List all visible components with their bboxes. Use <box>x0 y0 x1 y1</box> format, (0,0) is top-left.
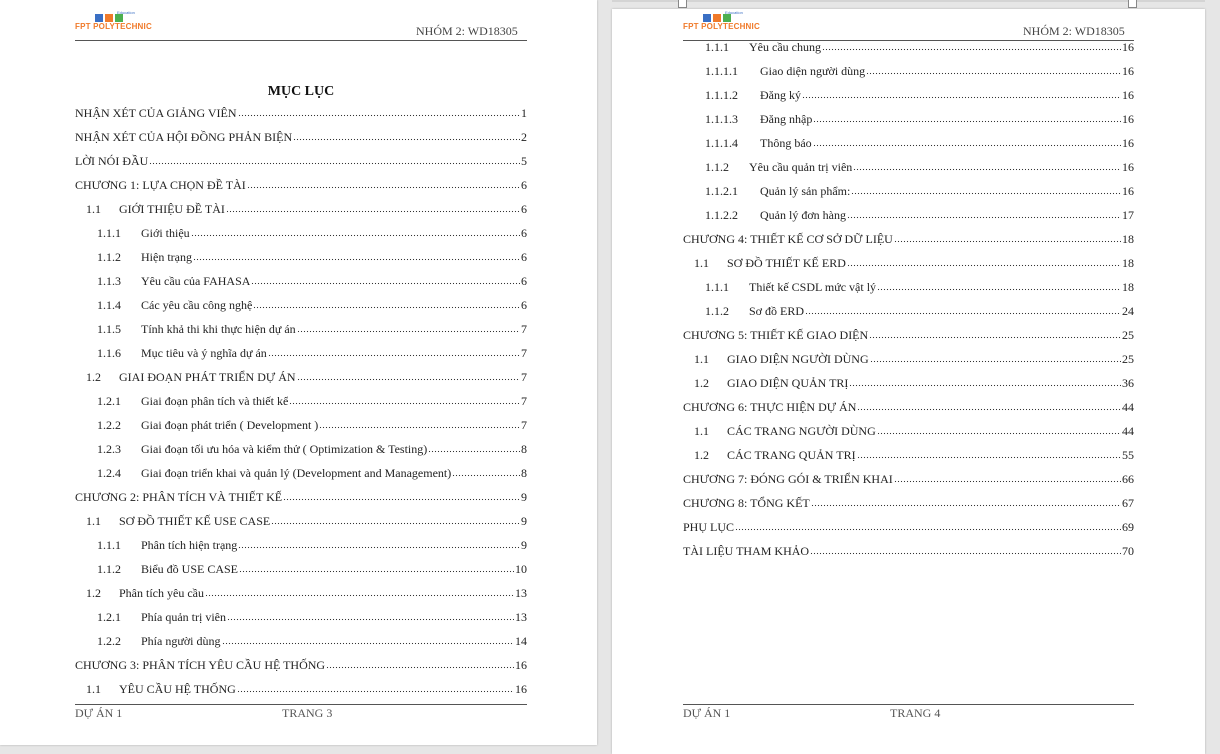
toc-entry[interactable] <box>683 400 1134 416</box>
toc-entry-page: 17 <box>1122 208 1134 222</box>
toc-entry-page: 16 <box>1122 160 1134 174</box>
toc-entry-page: 9 <box>521 514 527 528</box>
toc-entry-label: YÊU CẦU HỆ THỐNG <box>119 682 236 696</box>
toc-entry-label: Giới thiệu <box>141 226 190 240</box>
toc-entry-page: 6 <box>521 226 527 240</box>
toc-entry[interactable] <box>97 322 527 338</box>
toc-entry-label: GIAI ĐOẠN PHÁT TRIỂN DỰ ÁN <box>119 370 296 384</box>
toc-entry-number: 1.2 <box>86 586 101 600</box>
toc-entry-page: 16 <box>1122 88 1134 102</box>
toc-dot-leader <box>877 282 1121 291</box>
toc-entry[interactable] <box>705 136 1134 152</box>
footer-project: DỰ ÁN 1 <box>75 706 123 720</box>
toc-dot-leader <box>271 516 520 525</box>
toc-entry-number: 1.2.1 <box>97 610 121 624</box>
toc-entry-number: 1.2.4 <box>97 466 121 480</box>
toc-entry[interactable] <box>97 466 527 482</box>
toc-entry-number: 1.1 <box>86 514 101 528</box>
toc-entry-number: 1.1.2 <box>97 562 121 576</box>
toc-entry-label: Sơ đồ ERD <box>749 304 805 318</box>
toc-entry-number: 1.1 <box>694 352 709 366</box>
toc-entry-number: 1.1.1 <box>705 280 729 294</box>
toc-dot-leader <box>851 186 1121 195</box>
toc-entry[interactable] <box>683 496 1134 512</box>
toc-entry-label: Thông báo <box>760 136 812 150</box>
toc-dot-leader <box>222 636 514 645</box>
toc-entry-page: 6 <box>521 178 527 192</box>
toc-entry-page: 18 <box>1122 232 1134 246</box>
toc-entry-label: SƠ ĐỒ THIẾT KẾ USE CASE <box>119 514 271 528</box>
toc-dot-leader <box>247 180 520 189</box>
toc-entry-number: 1.1 <box>86 202 101 216</box>
toc-entry-label: Giai đoạn phân tích và thiết kế <box>141 394 289 408</box>
toc-entry[interactable] <box>97 298 527 314</box>
toc-entry-page: 7 <box>521 370 527 384</box>
toc-entry-number: 1.1 <box>694 256 709 270</box>
toc-entry[interactable] <box>705 280 1134 296</box>
toc-dot-leader <box>802 90 1121 99</box>
toc-entry[interactable] <box>683 520 1134 536</box>
toc-entry-label: Phía quản trị viên <box>141 610 226 624</box>
toc-entry-label: Mục tiêu và ý nghĩa dự án <box>141 346 267 360</box>
toc-entry-number: 1.1.1.1 <box>705 64 738 78</box>
toc-entry-page: 7 <box>521 394 527 408</box>
toc-entry-number: 1.1.3 <box>97 274 121 288</box>
toc-entry-label: Phân tích hiện trạng <box>141 538 238 552</box>
toc-entry-page: 70 <box>1122 544 1134 558</box>
toc-dot-leader <box>227 612 514 621</box>
toc-entry-page: 9 <box>521 538 527 552</box>
toc-dot-leader <box>813 114 1121 123</box>
toc-entry-number: 1.2.3 <box>97 442 121 456</box>
toc-entry[interactable] <box>75 106 527 122</box>
toc-entry[interactable] <box>97 562 527 578</box>
toc-entry[interactable] <box>75 490 527 506</box>
toc-entry-page: 16 <box>1122 184 1134 198</box>
toc-entry-label: Các yêu cầu công nghệ <box>141 298 253 312</box>
toc-entry[interactable] <box>705 112 1134 128</box>
toc-dot-leader <box>226 204 520 213</box>
toc-dot-leader <box>813 138 1121 147</box>
toc-entry[interactable] <box>694 376 1134 392</box>
toc-entry-page: 25 <box>1122 352 1134 366</box>
toc-entry-number: 1.1.4 <box>97 298 121 312</box>
toc-entry-number: 1.1.2.1 <box>705 184 738 198</box>
toc-dot-leader <box>149 156 520 165</box>
toc-entry-page: 6 <box>521 202 527 216</box>
toc-dot-leader <box>253 300 520 309</box>
toc-entry[interactable] <box>705 160 1134 176</box>
toc-entry-page: 8 <box>521 466 527 480</box>
toc-entry[interactable] <box>75 658 527 674</box>
header-group: NHÓM 2: WD18305 <box>1023 24 1125 38</box>
toc-dot-leader <box>877 426 1121 435</box>
toc-entry-page: 9 <box>521 490 527 504</box>
toc-entry[interactable] <box>97 226 527 242</box>
toc-entry-label: LỜI NÓI ĐẦU <box>75 154 149 168</box>
toc-entry-label: Yêu cầu quản trị viên <box>749 160 853 174</box>
toc-dot-leader <box>326 660 514 669</box>
toc-entry-number: 1.1.2 <box>705 304 729 318</box>
toc-dot-leader <box>297 324 520 333</box>
toc-dot-leader <box>268 348 520 357</box>
toc-dot-leader <box>849 378 1121 387</box>
toc-entry-page: 16 <box>515 658 527 672</box>
toc-entry[interactable] <box>75 154 527 170</box>
toc-entry[interactable] <box>705 40 1134 56</box>
toc-entry-label: Đăng nhập <box>760 112 813 126</box>
toc-entry-page: 16 <box>1122 136 1134 150</box>
toc-entry-page: 7 <box>521 418 527 432</box>
toc-dot-leader <box>428 444 520 453</box>
toc-entry[interactable] <box>97 250 527 266</box>
toc-entry[interactable] <box>705 304 1134 320</box>
footer-rule <box>75 704 527 705</box>
toc-entry[interactable] <box>97 418 527 434</box>
toc-entry-page: 55 <box>1122 448 1134 462</box>
toc-entry[interactable] <box>97 274 527 290</box>
toc-entry[interactable] <box>705 88 1134 104</box>
toc-dot-leader <box>847 258 1121 267</box>
toc-entry-page: 5 <box>521 154 527 168</box>
toc-entry-page: 7 <box>521 346 527 360</box>
toc-entry-page: 6 <box>521 250 527 264</box>
toc-entry-page: 13 <box>515 586 527 600</box>
toc-entry-page: 10 <box>515 562 527 576</box>
toc-entry[interactable] <box>86 586 527 602</box>
toc-entry-number: 1.2 <box>694 376 709 390</box>
toc-entry-number: 1.1.1 <box>97 538 121 552</box>
toc-entry-page: 24 <box>1122 304 1134 318</box>
toc-dot-leader <box>237 684 514 693</box>
toc-entry-label: CHƯƠNG 4: THIẾT KẾ CƠ SỞ DỮ LIỆU <box>683 232 893 246</box>
toc-entry-label: Giao diện người dùng <box>760 64 866 78</box>
toc-entry[interactable] <box>694 448 1134 464</box>
toc-dot-leader <box>811 498 1121 507</box>
toc-entry-page: 13 <box>515 610 527 624</box>
toc-entry-label: CÁC TRANG QUẢN TRỊ <box>727 448 856 462</box>
resize-handle[interactable] <box>678 0 687 8</box>
toc-entry-page: 25 <box>1122 328 1134 342</box>
toc-entry[interactable] <box>97 346 527 362</box>
toc-entry[interactable] <box>694 352 1134 368</box>
toc-entry-number: 1.1 <box>86 682 101 696</box>
toc-entry-label: Thiết kế CSDL mức vật lý <box>749 280 877 294</box>
toc-entry-label: CHƯƠNG 5: THIẾT KẾ GIAO DIỆN <box>683 328 869 342</box>
footer-page-number: TRANG 4 <box>890 706 941 720</box>
toc-entry[interactable] <box>705 64 1134 80</box>
toc-entry-label: Giai đoạn triển khai và quản lý (Development and Management) <box>141 466 452 480</box>
toc-entry-label: TÀI LIỆU THAM KHẢO <box>683 544 810 558</box>
toc-entry[interactable] <box>683 232 1134 248</box>
toc-entry[interactable] <box>75 130 527 146</box>
toc-entry[interactable] <box>683 544 1134 560</box>
toc-entry-label: CHƯƠNG 1: LỰA CHỌN ĐỀ TÀI <box>75 178 246 192</box>
toc-dot-leader <box>805 306 1121 315</box>
toc-entry-label: Phân tích yêu cầu <box>119 586 204 600</box>
logo-subtitle: Education <box>725 10 743 15</box>
toc-entry-page: 18 <box>1122 280 1134 294</box>
toc-entry[interactable] <box>75 178 527 194</box>
toc-entry-label: Hiện trạng <box>141 250 192 264</box>
toc-entry-label: Tính khả thi khi thực hiện dự án <box>141 322 296 336</box>
toc-dot-leader <box>869 330 1121 339</box>
toc-entry-number: 1.2 <box>694 448 709 462</box>
footer-project: DỰ ÁN 1 <box>683 706 731 720</box>
toc-dot-leader <box>191 228 520 237</box>
toc-entry-number: 1.2.2 <box>97 418 121 432</box>
toc-entry-number: 1.1.2.2 <box>705 208 738 222</box>
toc-entry-number: 1.1.1.2 <box>705 88 738 102</box>
toc-entry-label: Phía người dùng <box>141 634 221 648</box>
footer-rule <box>683 704 1134 705</box>
toc-entry[interactable] <box>97 394 527 410</box>
toc-entry-page: 14 <box>515 634 527 648</box>
toc-entry-label: CHƯƠNG 3: PHÂN TÍCH YÊU CẦU HỆ THỐNG <box>75 658 326 672</box>
toc-entry[interactable] <box>86 682 527 698</box>
header-rule <box>75 40 527 41</box>
toc-entry[interactable] <box>683 328 1134 344</box>
toc-dot-leader <box>894 234 1121 243</box>
toc-entry-label: Đăng ký <box>760 88 801 102</box>
toc-entry-number: 1.2.2 <box>97 634 121 648</box>
toc-entry[interactable] <box>705 208 1134 224</box>
toc-entry[interactable] <box>694 256 1134 272</box>
toc-entry[interactable] <box>97 538 527 554</box>
toc-dot-leader <box>857 402 1121 411</box>
toc-entry-page: 16 <box>1122 40 1134 54</box>
toc-entry-page: 44 <box>1122 400 1134 414</box>
toc-entry-label: CHƯƠNG 7: ĐÓNG GÓI & TRIỂN KHAI <box>683 472 893 486</box>
toc-entry-label: SƠ ĐỒ THIẾT KẾ ERD <box>727 256 846 270</box>
toc-dot-leader <box>283 492 520 501</box>
toc-dot-leader <box>297 372 520 381</box>
toc-entry-label: GIỚI THIỆU ĐỀ TÀI <box>119 202 225 216</box>
toc-entry-label: GIAO DIỆN QUẢN TRỊ <box>727 376 849 390</box>
toc-entry-page: 44 <box>1122 424 1134 438</box>
toc-dot-leader <box>452 468 520 477</box>
toc-entry-page: 7 <box>521 322 527 336</box>
toc-entry-number: 1.1 <box>694 424 709 438</box>
toc-dot-leader <box>810 546 1121 555</box>
toc-entry-number: 1.1.1 <box>705 40 729 54</box>
toc-entry[interactable] <box>86 202 527 218</box>
toc-dot-leader <box>293 132 520 141</box>
toc-entry-label: CÁC TRANG NGƯỜI DÙNG <box>727 424 876 438</box>
toc-dot-leader <box>238 108 520 117</box>
toc-entry-number: 1.1.5 <box>97 322 121 336</box>
toc-entry-page: 36 <box>1122 376 1134 390</box>
toc-dot-leader <box>735 522 1121 531</box>
toc-entry-page: 6 <box>521 298 527 312</box>
toc-dot-leader <box>319 420 520 429</box>
toc-entry[interactable] <box>86 370 527 386</box>
logo-subtitle: Education <box>117 10 135 15</box>
toc-entry[interactable] <box>97 634 527 650</box>
toc-entry-label: Quản lý sản phẩm: <box>760 184 851 198</box>
toc-entry-page: 1 <box>521 106 527 120</box>
header-group: NHÓM 2: WD18305 <box>416 24 518 38</box>
resize-handle[interactable] <box>1128 0 1137 8</box>
toc-entry-page: 16 <box>1122 64 1134 78</box>
toc-entry-number: 1.1.2 <box>705 160 729 174</box>
toc-dot-leader <box>866 66 1121 75</box>
toc-entry-number: 1.1.1.4 <box>705 136 738 150</box>
toc-entry-number: 1.2.1 <box>97 394 121 408</box>
toc-dot-leader <box>193 252 520 261</box>
toc-entry[interactable] <box>97 610 527 626</box>
footer-page-number: TRANG 3 <box>282 706 333 720</box>
toc-dot-leader <box>238 540 520 549</box>
toc-entry-page: 8 <box>521 442 527 456</box>
toc-entry-label: Quản lý đơn hàng <box>760 208 846 222</box>
toc-entry-number: 1.1.6 <box>97 346 121 360</box>
toc-entry-label: Yêu cầu của FAHASA <box>141 274 251 288</box>
toc-dot-leader <box>205 588 514 597</box>
toc-entry-page: 16 <box>515 682 527 696</box>
toc-dot-leader <box>289 396 520 405</box>
toc-dot-leader <box>894 474 1121 483</box>
toc-dot-leader <box>857 450 1121 459</box>
logo-name: FPT POLYTECHNIC <box>683 22 760 31</box>
toc-entry-page: 67 <box>1122 496 1134 510</box>
toc-entry[interactable] <box>694 424 1134 440</box>
toc-entry-page: 69 <box>1122 520 1134 534</box>
toc-dot-leader <box>847 210 1121 219</box>
toc-entry-number: 1.1.2 <box>97 250 121 264</box>
toc-entry-label: GIAO DIỆN NGƯỜI DÙNG <box>727 352 869 366</box>
toc-entry-page: 18 <box>1122 256 1134 270</box>
toc-dot-leader <box>853 162 1121 171</box>
toc-entry-page: 6 <box>521 274 527 288</box>
toc-entry-number: 1.2 <box>86 370 101 384</box>
toc-entry[interactable] <box>705 184 1134 200</box>
toc-entry[interactable] <box>86 514 527 530</box>
toc-entry-label: NHẬN XÉT CỦA GIẢNG VIÊN <box>75 106 237 120</box>
toc-entry-label: CHƯƠNG 8: TỔNG KẾT <box>683 496 810 510</box>
toc-entry-label: PHỤ LỤC <box>683 520 735 534</box>
toc-title: MỤC LỤC <box>267 84 335 99</box>
toc-entry-page: 16 <box>1122 112 1134 126</box>
toc-dot-leader <box>251 276 520 285</box>
page-boundary-strip <box>612 0 1205 2</box>
toc-dot-leader <box>822 42 1121 51</box>
toc-entry-page: 66 <box>1122 472 1134 486</box>
toc-entry-label: Biểu đồ USE CASE <box>141 562 239 576</box>
toc-entry-label: NHẬN XÉT CỦA HỘI ĐỒNG PHẢN BIỆN <box>75 130 293 144</box>
toc-dot-leader <box>239 564 514 573</box>
toc-entry-number: 1.1.1.3 <box>705 112 738 126</box>
toc-entry-label: Yêu cầu chung <box>749 40 821 54</box>
toc-entry-label: Giai đoạn tối ưu hóa và kiểm thử ( Optimization & Testing) <box>141 442 428 456</box>
toc-entry-label: CHƯƠNG 2: PHÂN TÍCH VÀ THIẾT KẾ <box>75 490 283 504</box>
toc-entry-label: Giai đoạn phát triển ( Development ) <box>141 418 319 432</box>
logo-name: FPT POLYTECHNIC <box>75 22 152 31</box>
toc-entry-number: 1.1.1 <box>97 226 121 240</box>
toc-entry[interactable] <box>97 442 527 458</box>
toc-entry-label: CHƯƠNG 6: THỰC HIỆN DỰ ÁN <box>683 400 857 414</box>
toc-entry-page: 2 <box>521 130 527 144</box>
toc-dot-leader <box>870 354 1121 363</box>
toc-entry[interactable] <box>683 472 1134 488</box>
